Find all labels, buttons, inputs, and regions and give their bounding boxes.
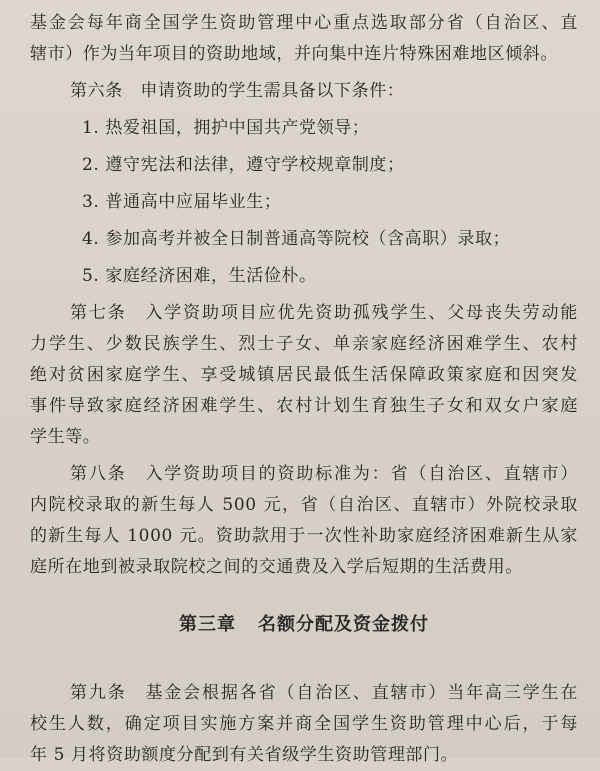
article-6-item-5: 5. 家庭经济困难，生活俭朴。 <box>82 266 317 286</box>
article-8-line-4: 庭所在地到被录取院校之间的交通费及入学后短期的生活费用。 <box>30 557 523 577</box>
chapter-title: 名额分配及资金拨付 <box>258 614 429 635</box>
intro-line-2: 辖市）作为当年项目的资助地域，并向集中连片特殊困难地区倾斜。 <box>30 44 558 64</box>
article-7-line-5: 学生等。 <box>30 427 101 447</box>
article-6-item-4: 4. 参加高考并被全日制普通高等院校（含高职）录取； <box>82 229 511 249</box>
intro-line-1: 基金会每年商全国学生资助管理中心重点选取部分省（自治区、直 <box>30 13 578 33</box>
article-6-heading: 第六条 申请资助的学生需具备以下条件： <box>70 81 405 101</box>
article-6-item-1: 1. 热爱祖国，拥护中国共产党领导； <box>82 118 370 138</box>
article-9-line-3: 年 5 月将资助额度分配到有关省级学生资助管理部门。 <box>30 745 459 765</box>
article-8-line-1: 第八条 入学资助项目的资助标准为：省（自治区、直辖市） <box>70 464 578 484</box>
chapter-number: 第三章 <box>179 614 236 635</box>
article-8-line-2: 内院校录取的新生每人 500 元，省（自治区、直辖市）外院校录取 <box>30 495 578 515</box>
article-9-line-2: 校生人数，确定项目实施方案并商全国学生资助管理中心后，于每 <box>30 714 578 734</box>
article-8-line-3: 的新生每人 1000 元。资助款用于一次性补助家庭经济困难新生从家 <box>30 526 578 546</box>
article-9-line-1: 第九条 基金会根据各省（自治区、直辖市）当年高三学生在 <box>70 683 578 703</box>
article-7-line-1: 第七条 入学资助项目应优先资助孤残学生、父母丧失劳动能 <box>70 303 578 323</box>
article-6-item-2: 2. 遵守宪法和法律，遵守学校规章制度； <box>82 155 405 175</box>
article-7-line-2: 力学生、少数民族学生、烈士子女、单亲家庭经济困难学生、农村 <box>30 334 578 354</box>
chapter-3-heading <box>30 609 578 640</box>
article-6-item-3: 3. 普通高中应届毕业生； <box>82 192 282 212</box>
article-7-line-3: 绝对贫困家庭学生、享受城镇居民最低生活保障政策家庭和因突发 <box>30 365 578 385</box>
article-7-line-4: 事件导致家庭经济困难学生、农村计划生育独生子女和双女户家庭 <box>30 396 578 416</box>
